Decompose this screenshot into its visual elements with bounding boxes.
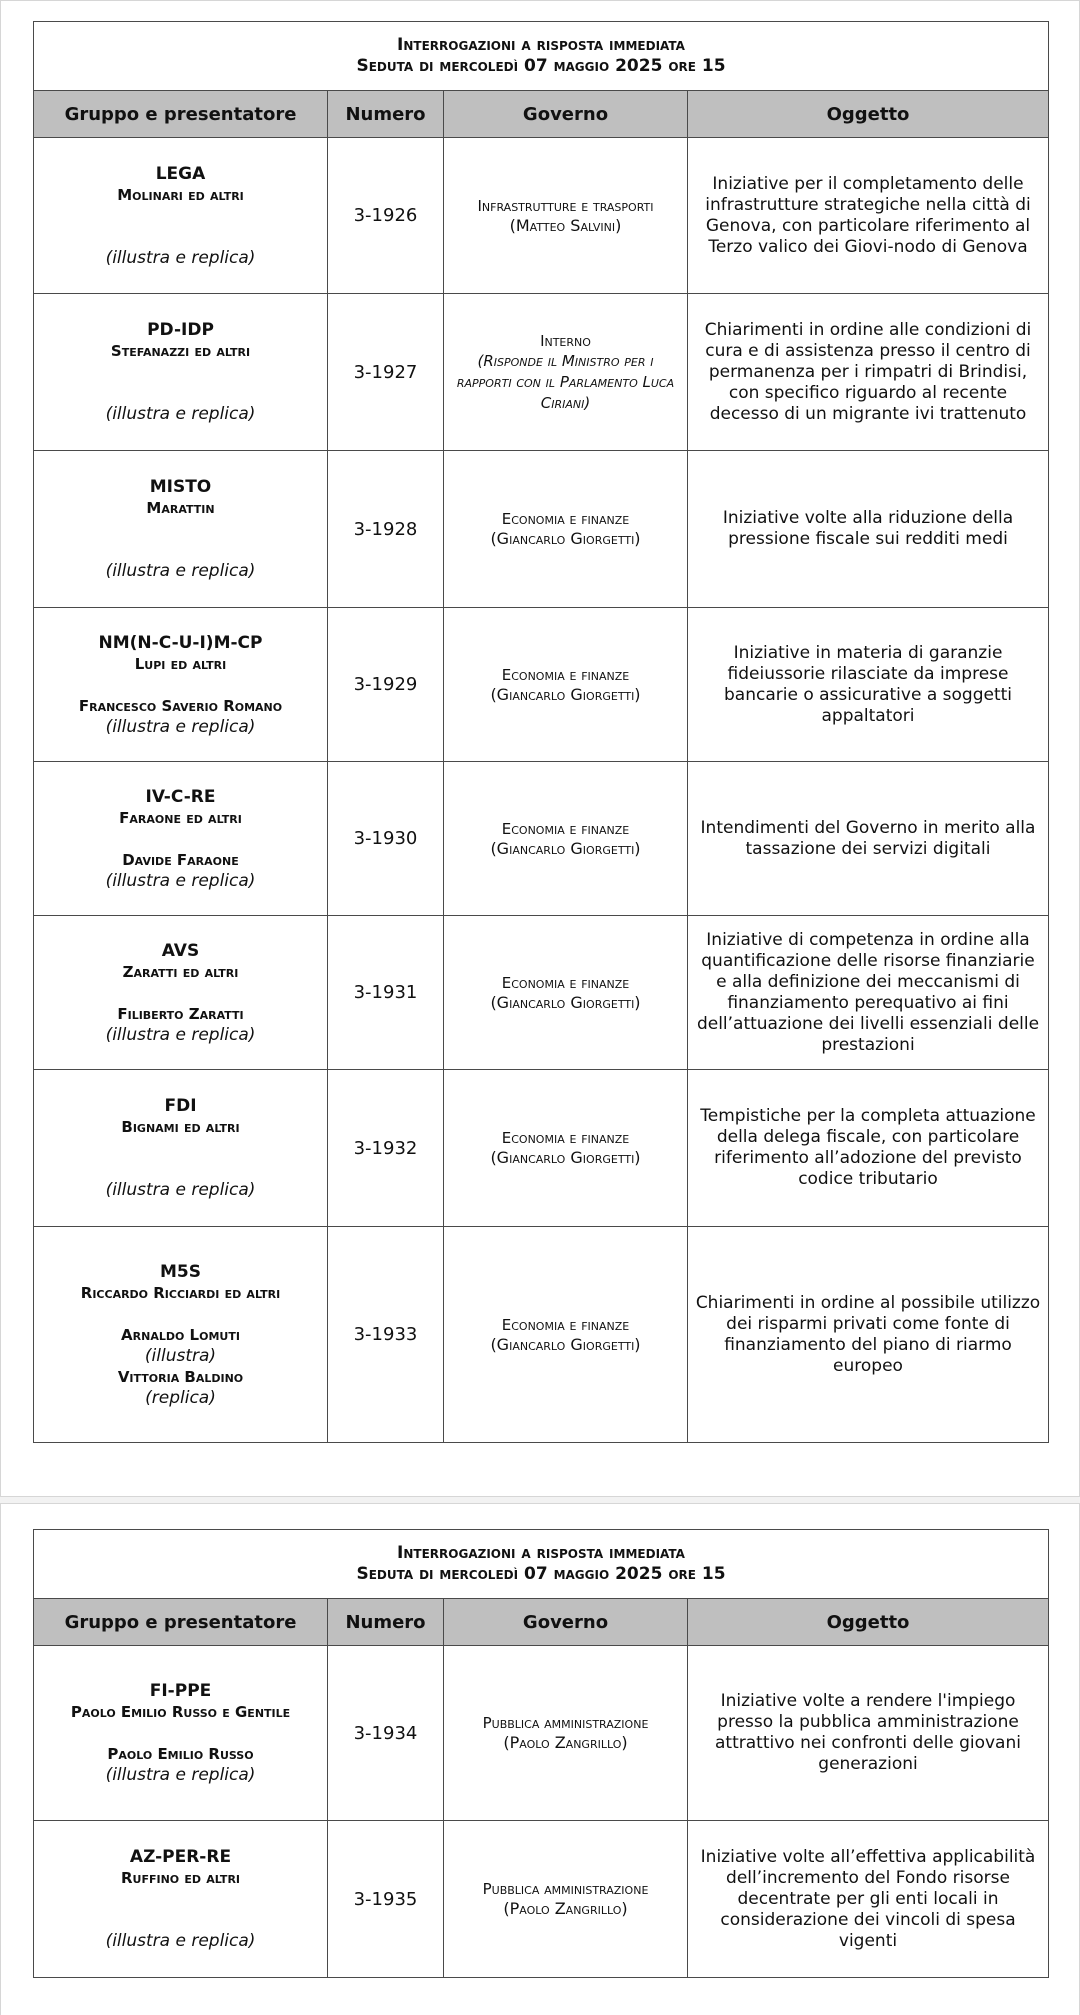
minister: (Matteo Salvini) [509, 215, 622, 235]
minister: (Risponde il Ministro per i rapporti con il Parlamento Luca Ciriani) [456, 351, 675, 412]
question-number: 3-1929 [328, 608, 444, 762]
subject: Iniziative di competenza in ordine alla quantificazione delle risorse finanziarie e alla definizione dei meccanismi di finanziamento perequativo ai fini dell’attuazione dei livelli essenziali delle prestazioni [688, 916, 1049, 1070]
minister: (Giancarlo Giorgetti) [490, 529, 641, 548]
government-cell [444, 294, 688, 451]
speaker-role: (illustra e replica) [105, 404, 256, 424]
ministry: Pubblica amministrazione [482, 1714, 649, 1732]
header-row [34, 1599, 1049, 1646]
group-name: M5S [160, 1261, 201, 1282]
speaker-2-role: (replica) [145, 1387, 216, 1408]
table-row [34, 1227, 1049, 1443]
speaker-role: (illustra) [144, 1345, 217, 1366]
group-name: AVS [161, 940, 200, 961]
presenter: Ruffino ed altri [120, 1869, 241, 1887]
group-cell [34, 138, 328, 294]
subject: Iniziative volte alla riduzione della pressione fiscale sui redditi medi [688, 451, 1049, 608]
speaker [42, 383, 319, 404]
government-cell [444, 1070, 688, 1227]
minister: (Giancarlo Giorgetti) [490, 684, 641, 704]
subject: Tempistiche per la completa attuazione della delega fiscale, con particolare riferimento all’adozione del previsto codice tributario [688, 1070, 1049, 1227]
presenter: Stefanazzi ed altri [110, 342, 251, 360]
ministry: Economia e finanze [501, 973, 630, 992]
question-number: 3-1934 [328, 1646, 444, 1821]
subject: Iniziative in materia di garanzie fideiussorie rilasciate da imprese bancarie o assicurative a soggetti appaltatori [688, 608, 1049, 762]
speaker-2: Vittoria Baldino [117, 1367, 244, 1386]
government-cell [444, 608, 688, 762]
question-number: 3-1933 [328, 1227, 444, 1443]
presenter: Faraone ed altri [119, 808, 242, 827]
ministry: Interno [540, 331, 591, 350]
header-row [34, 91, 1049, 138]
question-number: 3-1927 [328, 294, 444, 451]
subject: Iniziative per il completamento delle infrastrutture strategiche nella città di Genova, con particolare riferimento al Terzo valico dei Giovi-nodo di Genova [688, 138, 1049, 294]
government-cell [444, 1227, 688, 1443]
speaker: Arnaldo Lomuti [121, 1325, 240, 1344]
presenter: Lupi ed altri [134, 654, 227, 673]
header-number: Numero [328, 91, 444, 138]
group-cell [34, 294, 328, 451]
speaker-role: (illustra e replica) [105, 1765, 256, 1785]
subject: Chiarimenti in ordine al possibile utilizzo dei risparmi privati come fonte di finanziamento del piano di riarmo europeo [688, 1227, 1049, 1443]
minister: (Paolo Zangrillo) [503, 1733, 628, 1752]
group-cell [34, 916, 328, 1070]
presenter: Marattin [146, 499, 215, 517]
group-cell [34, 1227, 328, 1443]
header-group: Gruppo e presentatore [34, 1599, 328, 1646]
group-cell [34, 608, 328, 762]
ministry: Infrastrutture e trasporti [477, 196, 654, 215]
ministry: Economia e finanze [501, 1315, 630, 1334]
group-name: NM(N-C-U-I)M-CP [98, 632, 263, 653]
group-cell [34, 1821, 328, 1978]
question-number: 3-1931 [328, 916, 444, 1070]
group-name: LEGA [155, 163, 206, 184]
ministry: Pubblica amministrazione [482, 1880, 649, 1898]
title-line-2: Seduta di mercoledì 07 maggio 2025 ore 15 [356, 56, 726, 76]
table-row [34, 1070, 1049, 1227]
group-name: PD-IDP [147, 320, 214, 340]
table-row [34, 762, 1049, 916]
header-number: Numero [328, 1599, 444, 1646]
minister: (Giancarlo Giorgetti) [490, 1334, 641, 1354]
question-number: 3-1935 [328, 1821, 444, 1978]
table-title [34, 22, 1049, 91]
speaker-role: (illustra e replica) [105, 870, 256, 891]
questions-table-1 [33, 21, 1049, 1443]
subject: Iniziative volte all’effettiva applicabilità dell’incremento del Fondo risorse decentrate per gli enti locali in considerazione dei vincoli di spesa vigenti [688, 1821, 1049, 1978]
speaker [42, 1910, 319, 1931]
speaker: Davide Faraone [122, 850, 239, 869]
speaker [42, 1159, 319, 1180]
minister: (Giancarlo Giorgetti) [490, 838, 641, 858]
speaker-role: (illustra e replica) [105, 1180, 256, 1200]
table-row [34, 1646, 1049, 1821]
group-name: MISTO [149, 477, 212, 497]
header-subject: Oggetto [688, 1599, 1049, 1646]
questions-table-2 [33, 1529, 1049, 1978]
ministry: Economia e finanze [501, 1129, 630, 1147]
presenter: Paolo Emilio Russo e Gentile [70, 1703, 291, 1721]
speaker-role: (illustra e replica) [105, 561, 256, 581]
speaker-role: (illustra e replica) [105, 1931, 256, 1951]
table-row [34, 1821, 1049, 1978]
group-name: IV-C-RE [145, 786, 216, 807]
table-row [34, 451, 1049, 608]
minister: (Paolo Zangrillo) [503, 1899, 628, 1918]
ministry: Economia e finanze [501, 819, 630, 838]
header-government: Governo [444, 91, 688, 138]
question-number: 3-1928 [328, 451, 444, 608]
group-name: FI-PPE [149, 1681, 212, 1701]
title-line-2: Seduta di mercoledì 07 maggio 2025 ore 15 [356, 1564, 726, 1584]
government-cell [444, 1821, 688, 1978]
minister: (Giancarlo Giorgetti) [490, 1148, 641, 1167]
government-cell [444, 916, 688, 1070]
government-cell [444, 1646, 688, 1821]
title-line-1: Interrogazioni a risposta immediata [397, 35, 685, 55]
speaker: Francesco Saverio Romano [78, 696, 283, 715]
speaker [42, 227, 319, 248]
question-number: 3-1932 [328, 1070, 444, 1227]
group-cell [34, 762, 328, 916]
group-name: AZ-PER-RE [129, 1847, 232, 1867]
header-subject: Oggetto [688, 91, 1049, 138]
table-row [34, 294, 1049, 451]
presenter: Riccardo Ricciardi ed altri [80, 1283, 281, 1302]
table-row [34, 608, 1049, 762]
question-number: 3-1926 [328, 138, 444, 294]
subject: Intendimenti del Governo in merito alla tassazione dei servizi digitali [688, 762, 1049, 916]
speaker: Paolo Emilio Russo [107, 1745, 254, 1763]
question-number: 3-1930 [328, 762, 444, 916]
table-row [34, 916, 1049, 1070]
group-name: FDI [164, 1096, 197, 1116]
header-group: Gruppo e presentatore [34, 91, 328, 138]
ministry: Economia e finanze [501, 510, 630, 528]
government-cell [444, 762, 688, 916]
table-row [34, 138, 1049, 294]
speaker: Filiberto Zaratti [117, 1004, 244, 1023]
document-page-2 [0, 1503, 1080, 2015]
presenter: Bignami ed altri [121, 1118, 240, 1136]
speaker-role: (illustra e replica) [105, 247, 256, 268]
speaker [42, 540, 319, 561]
government-cell [444, 451, 688, 608]
subject: Iniziative volte a rendere l'impiego presso la pubblica amministrazione attrattivo nei confronti delle giovani generazioni [688, 1646, 1049, 1821]
speaker-role: (illustra e replica) [105, 1024, 256, 1045]
presenter: Zaratti ed altri [122, 962, 239, 981]
title-line-1: Interrogazioni a risposta immediata [397, 1543, 685, 1563]
header-government: Governo [444, 1599, 688, 1646]
presenter: Molinari ed altri [117, 185, 244, 204]
group-cell [34, 1070, 328, 1227]
group-cell [34, 1646, 328, 1821]
group-cell [34, 451, 328, 608]
speaker-role: (illustra e replica) [105, 716, 256, 737]
subject: Chiarimenti in ordine alle condizioni di cura e di assistenza presso il centro di permanenza per i rimpatri di Brindisi, con specifico riguardo al recente decesso di un migrante ivi trattenuto [688, 294, 1049, 451]
ministry: Economia e finanze [501, 665, 630, 684]
minister: (Giancarlo Giorgetti) [490, 992, 641, 1012]
table-title [34, 1530, 1049, 1599]
government-cell [444, 138, 688, 294]
